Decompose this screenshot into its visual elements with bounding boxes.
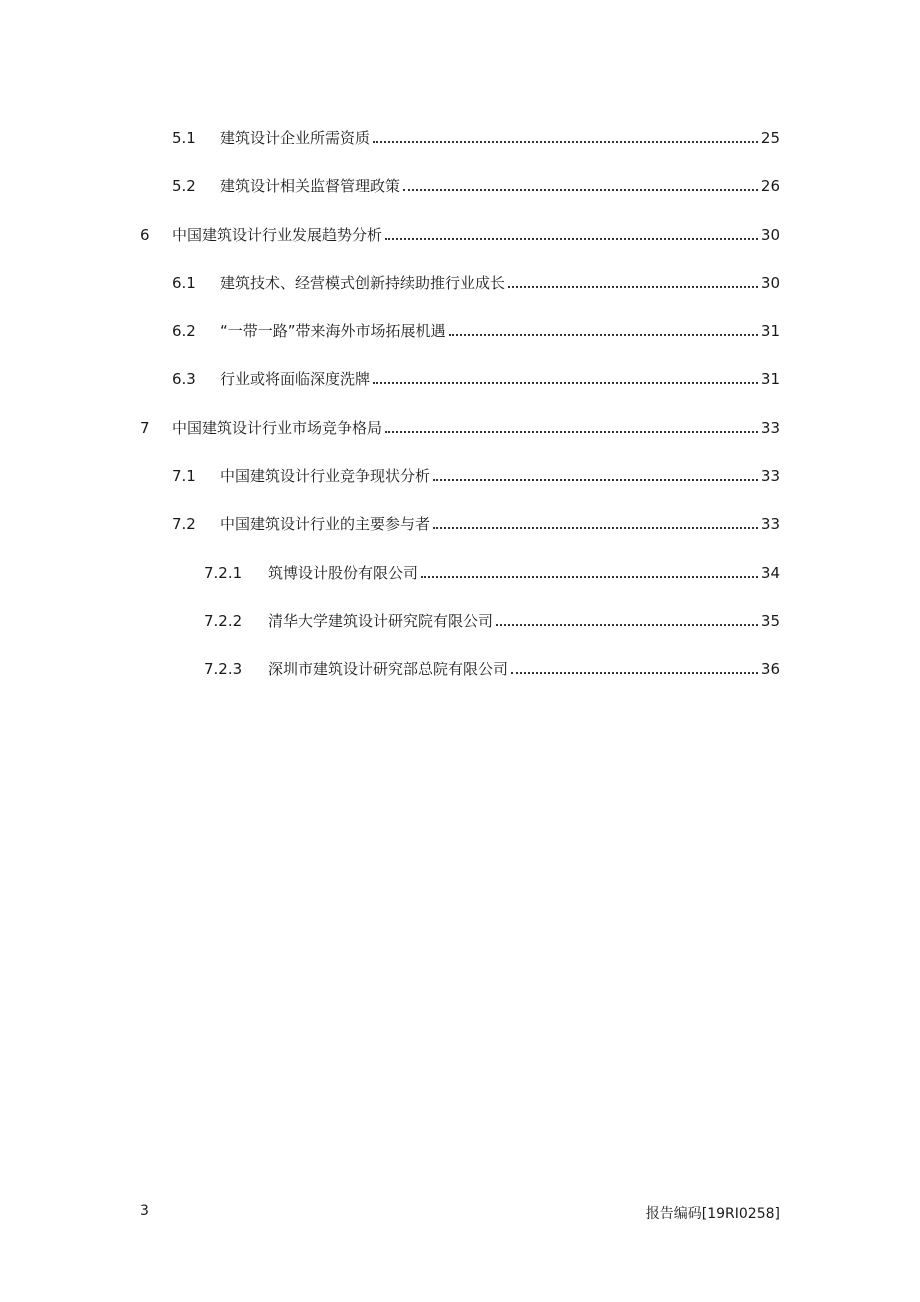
toc-page-number: 25 [760,129,780,147]
toc-number: 5.2 [172,177,196,195]
dot-leader [385,238,758,240]
toc-page-number: 34 [760,564,780,582]
toc-title: 清华大学建筑设计研究院有限公司 [268,612,494,630]
dot-leader [449,334,758,336]
toc-entry-7[interactable] [140,414,780,438]
dot-leader [385,431,758,433]
toc-number: 7.2.1 [204,564,243,582]
toc-title: 中国建筑设计行业市场竞争格局 [172,419,383,437]
toc-number: 6.2 [172,322,196,340]
dot-leader [433,479,758,481]
toc-page-number: 33 [760,467,780,485]
toc-page-number: 36 [760,660,780,678]
toc-number: 6.3 [172,370,196,388]
page-footer [140,1203,780,1227]
dot-leader [508,286,758,288]
toc-page-number: 35 [760,612,780,630]
toc-number: 6.1 [172,274,196,292]
toc-number: 7.2 [172,515,196,533]
toc-title: 深圳市建筑设计研究部总院有限公司 [268,660,509,678]
toc-entry-6-2[interactable] [172,317,780,341]
toc-title: 建筑设计企业所需资质 [220,129,371,147]
toc-page-number: 26 [760,177,780,195]
toc-page-number: 33 [760,419,780,437]
toc-number: 7 [140,419,150,437]
toc-title: 中国建筑设计行业的主要参与者 [220,515,431,533]
toc-number: 7.1 [172,467,196,485]
toc-page-number: 31 [760,370,780,388]
toc-entry-7-2-2[interactable] [204,607,780,631]
toc-entry-7-2[interactable] [172,510,780,534]
dot-leader [403,189,758,191]
toc-number: 7.2.2 [204,612,243,630]
toc-entry-7-2-3[interactable] [204,655,780,679]
toc-title: 中国建筑设计行业竞争现状分析 [220,467,431,485]
toc-title: 筑博设计股份有限公司 [268,564,419,582]
toc-number: 7.2.3 [204,660,243,678]
toc-entry-6-1[interactable] [172,269,780,293]
dot-leader [373,382,758,384]
dot-leader [433,527,758,529]
toc-page-number: 30 [760,274,780,292]
toc-page-number: 33 [760,515,780,533]
toc-page-number: 30 [760,226,780,244]
toc-number: 6 [140,226,150,244]
dot-leader [373,141,758,143]
toc-entry-5-1[interactable] [172,124,780,148]
toc-page-number: 31 [760,322,780,340]
toc-entry-7-2-1[interactable] [204,559,780,583]
toc-title: 建筑设计相关监督管理政策 [220,177,401,195]
toc-title: 中国建筑设计行业发展趋势分析 [172,226,383,244]
dot-leader [421,576,758,578]
footer-page-number: 3 [140,1203,149,1219]
toc-entry-5-2[interactable] [172,172,780,196]
dot-leader [511,672,758,674]
toc-entry-6-3[interactable] [172,365,780,389]
toc-title: “一带一路”带来海外市场拓展机遇 [220,322,446,340]
footer-report-code: 报告编码[19RI0258] [645,1206,780,1222]
toc-entry-6[interactable] [140,221,780,245]
toc-entry-7-1[interactable] [172,462,780,486]
toc-title: 行业或将面临深度洗牌 [220,370,371,388]
toc-title: 建筑技术、经营模式创新持续助推行业成长 [220,274,506,292]
toc-number: 5.1 [172,129,196,147]
dot-leader [496,624,758,626]
